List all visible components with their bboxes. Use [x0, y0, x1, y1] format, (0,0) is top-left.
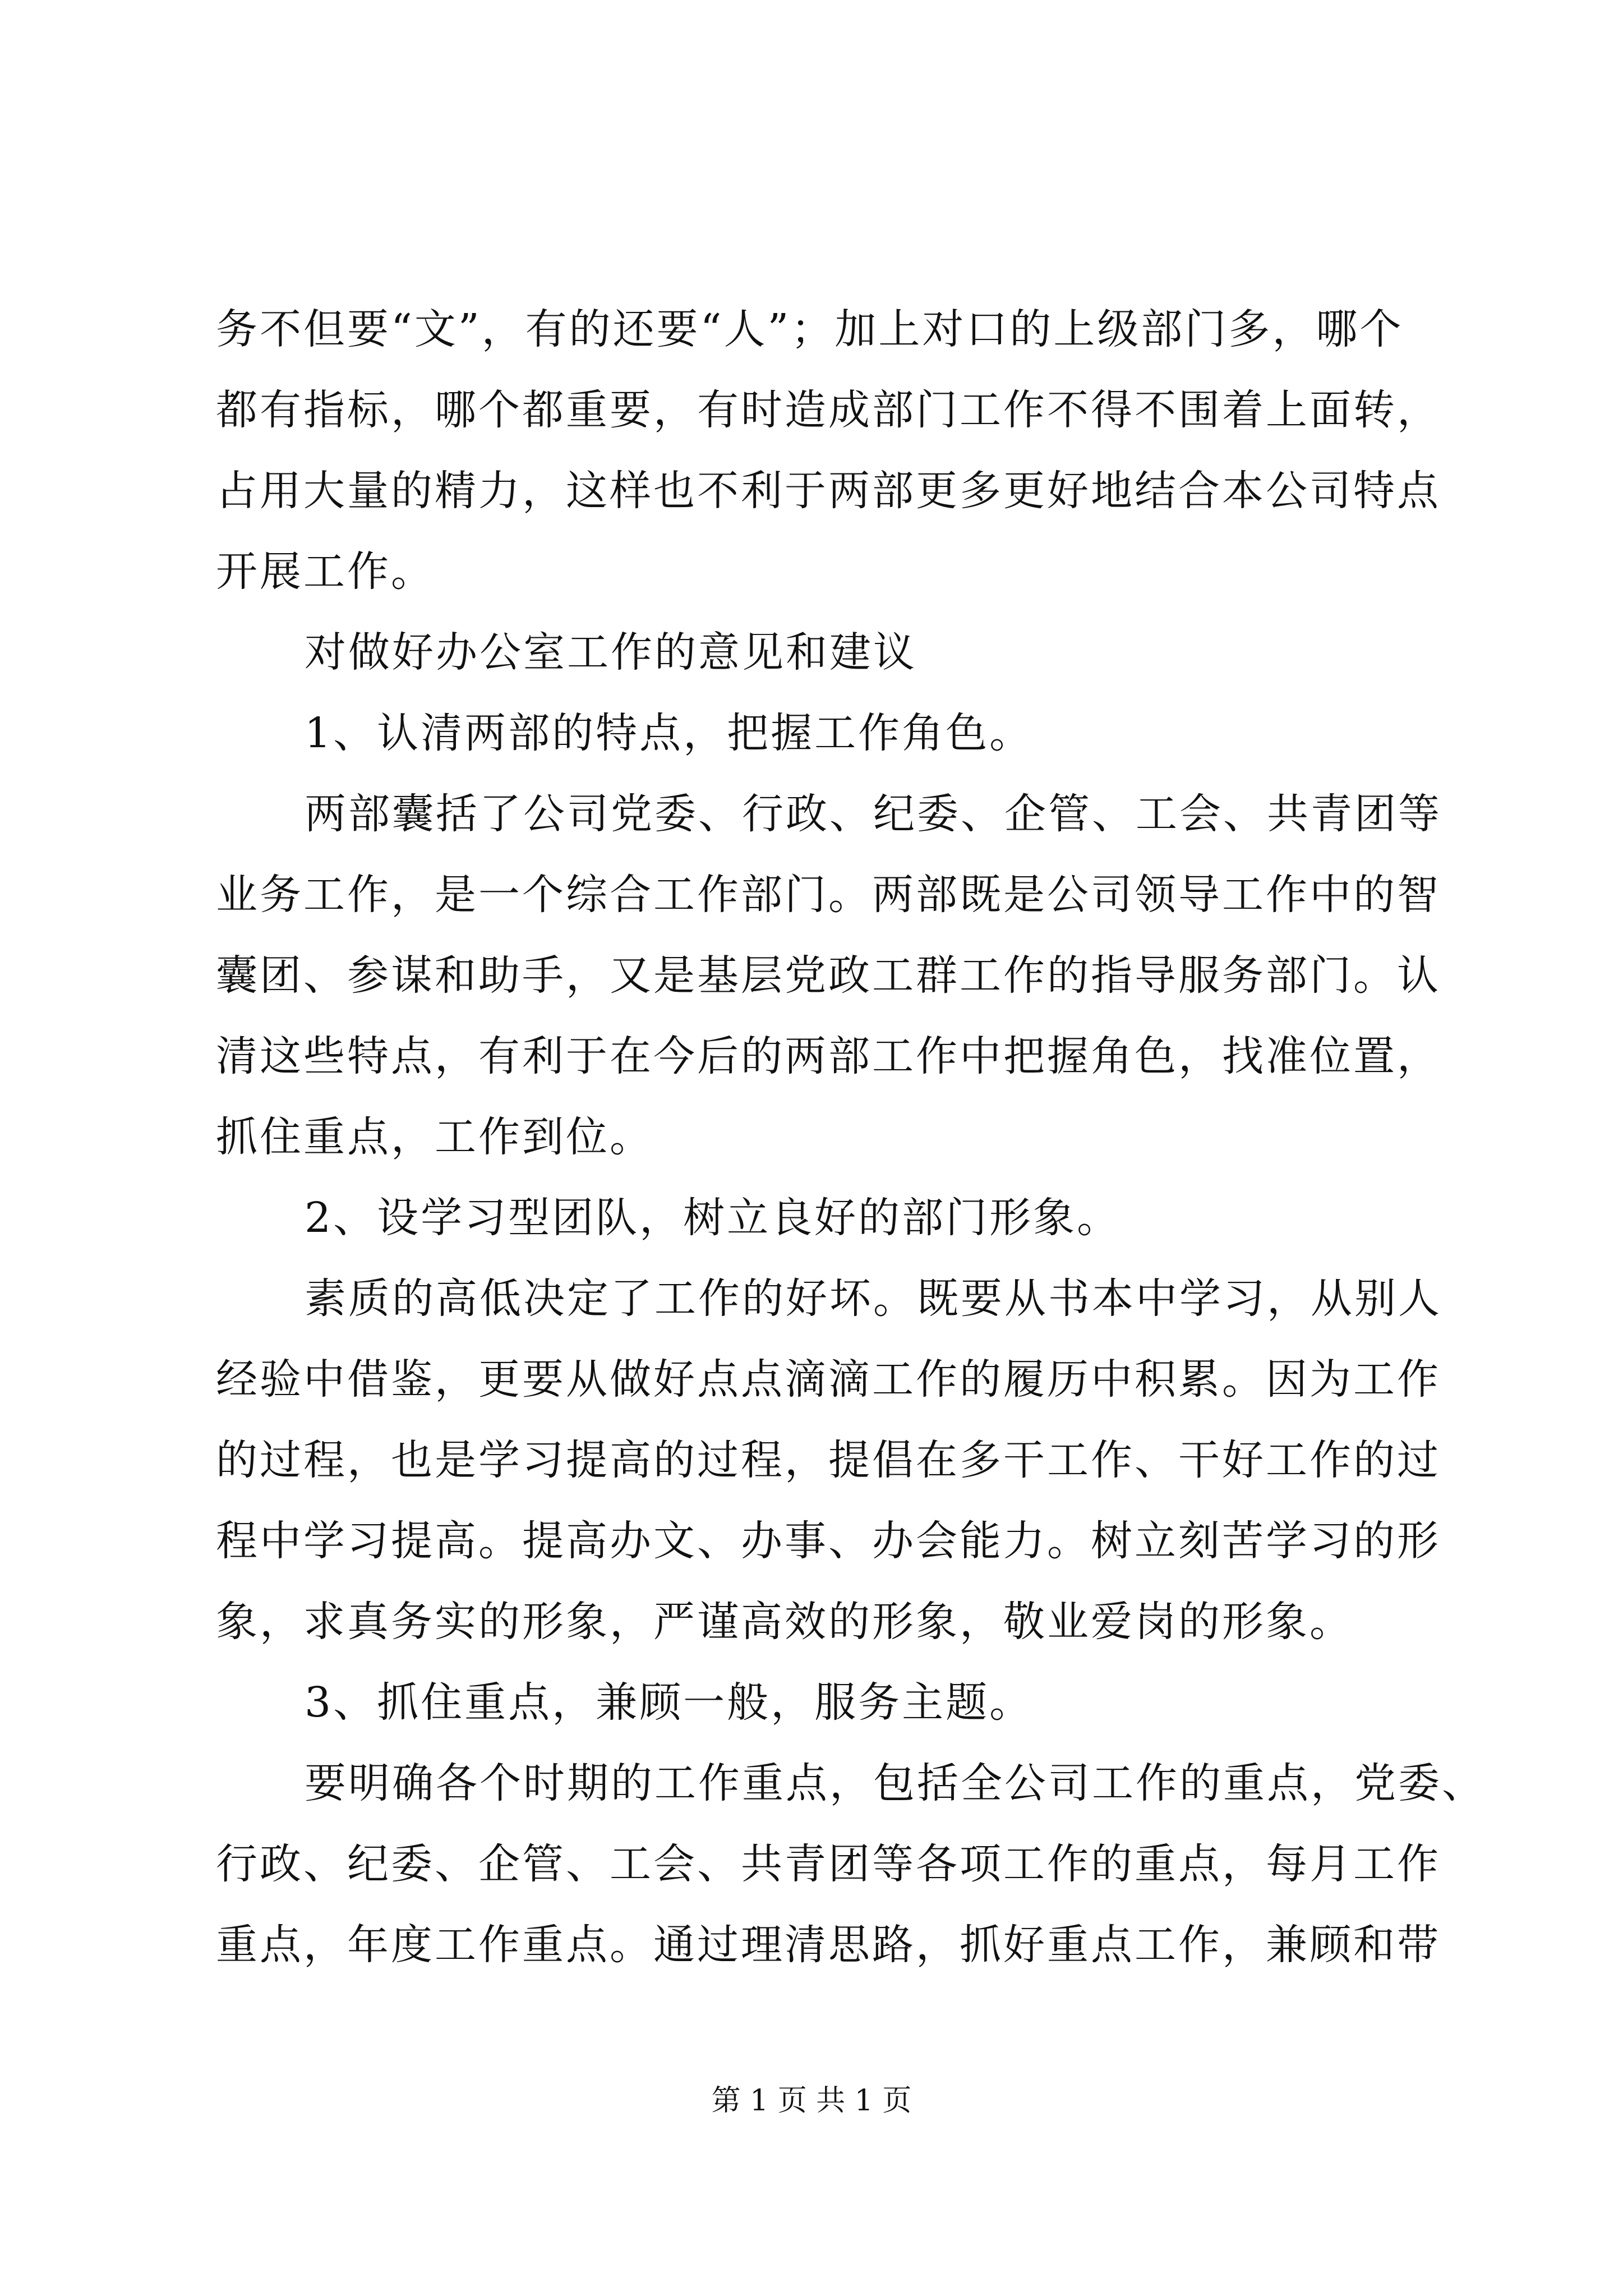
page-number-footer: 第 1 页 共 1 页	[711, 2084, 912, 2118]
section-heading: 对做好办公室工作的意见和建议	[305, 628, 917, 677]
text-line: 象，求真务实的形象，严谨高效的形象，敬业爱岗的形象。	[216, 1598, 1353, 1646]
text-line: 经验中借鉴，更要从做好点点滴滴工作的履历中积累。因为工作	[216, 1355, 1441, 1404]
text-line: 囊团、参谋和助手，又是基层党政工群工作的指导服务部门。认	[216, 951, 1441, 1000]
text-line: 都有指标，哪个都重要，有时造成部门工作不得不围着上面转，	[216, 386, 1441, 434]
text-line: 的过程，也是学习提高的过程，提倡在多干工作、干好工作的过	[216, 1436, 1441, 1484]
text-line: 重点，年度工作重点。通过理清思路，抓好重点工作，兼顾和带	[216, 1921, 1441, 1969]
numbered-heading-3: 3、抓住重点，兼顾一般，服务主题。	[305, 1678, 1034, 1727]
text-line: 占用大量的精力，这样也不利于两部更多更好地结合本公司特点	[216, 467, 1441, 515]
text-line: 务不但要“文”，有的还要“人”；加上对口的上级部门多，哪个	[216, 305, 1404, 353]
text-line: 两部囊括了公司党委、行政、纪委、企管、工会、共青团等	[305, 790, 1442, 838]
text-line: 素质的高低决定了工作的好坏。既要从书本中学习，从别人	[305, 1274, 1442, 1323]
text-line: 要明确各个时期的工作重点，包括全公司工作的重点，党委、	[305, 1759, 1486, 1807]
text-line: 行政、纪委、企管、工会、共青团等各项工作的重点，每月工作	[216, 1840, 1441, 1888]
numbered-heading-2: 2、设学习型团队，树立良好的部门形象。	[305, 1194, 1121, 1242]
text-line: 程中学习提高。提高办文、办事、办会能力。树立刻苦学习的形	[216, 1517, 1441, 1565]
text-line: 开展工作。	[216, 547, 435, 596]
numbered-heading-1: 1、认清两部的特点，把握工作角色。	[305, 709, 1034, 757]
text-line: 抓住重点，工作到位。	[216, 1113, 653, 1161]
document-body	[216, 289, 1486, 1985]
text-line: 清这些特点，有利于在今后的两部工作中把握角色，找准位置，	[216, 1032, 1441, 1080]
text-line: 业务工作，是一个综合工作部门。两部既是公司领导工作中的智	[216, 871, 1441, 919]
